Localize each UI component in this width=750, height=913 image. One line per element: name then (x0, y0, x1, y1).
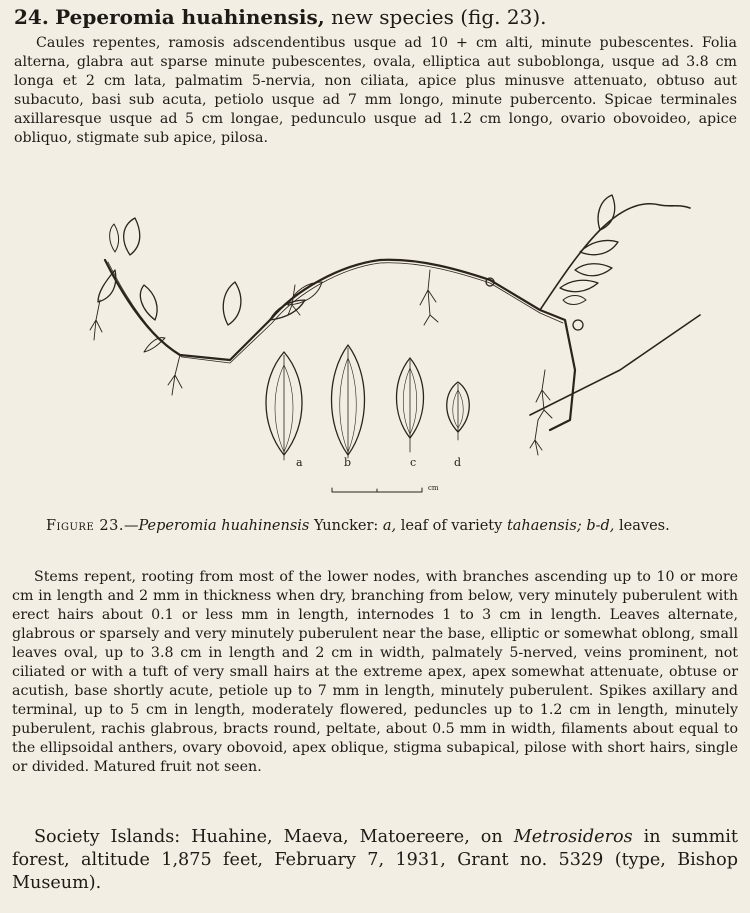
caption-bd-letter: b-d, (581, 518, 615, 534)
locality-lead: Society Islands: Huahine, Maeva, Matoereere, on (34, 827, 514, 847)
caption-dash: — (123, 518, 139, 534)
leaf-b-drawing (332, 345, 365, 458)
species-status: new species (331, 5, 454, 29)
flower-bud (573, 320, 583, 330)
leaf-left-5 (144, 338, 165, 352)
figure-reference: (fig. 23). (460, 5, 547, 29)
english-description: Stems repent, rooting from most of the lower nodes, with branches ascending up to 10 or more cm in length and 2 mm in thickness when dry, branching from below, very minutely puberulent with erect hairs about 0.1 or less mm in length, internodes 1 to 3 cm in length. Leaves alternate, glabrous or sparsely and very minutely puberulent near the base, elliptic or somewhat oblong, small leaves oval, up to 3.8 cm in length and 2 cm in width, palmately 5-nerved, veins prominent, not ciliated or with a tuft of very small hairs at the extreme apex, apex somewhat attenuate, obtuse or acutish, base shortly acute, petiole up to 7 mm in length, minutely puberulent. Spikes axillary and terminal, up to 5 cm in length, moderately flowered, peduncles up to 1.2 cm in length, minutely puberulent, rachis glabrous, bracts round, peltate, about 0.5 mm in width, filaments about equal to the ellipsoidal anthers, ovary obovoid, apex oblique, stigma subapical, pilose with short hairs, single or divided. Matured fruit not seen. (12, 569, 738, 775)
leaf-left-4 (140, 285, 157, 320)
stem-inner-line (108, 262, 563, 363)
roots (90, 270, 552, 455)
scale-unit: cm (428, 484, 439, 492)
leaf-right-2 (580, 240, 618, 254)
leaf-mid-1 (223, 282, 241, 325)
figure-caption (46, 516, 746, 536)
caption-a-text: leaf of variety (396, 518, 507, 534)
label-d: d (454, 456, 462, 469)
plant-illustration (60, 170, 740, 510)
leaf-right-5 (563, 296, 586, 305)
figure-label: Figure 23. (46, 518, 124, 534)
caption-species: Peperomia huahinensis (138, 518, 310, 534)
leaf-left-1 (124, 218, 140, 255)
leaf-a-drawing (266, 352, 302, 460)
locality-paragraph (12, 826, 738, 895)
plant-drawing (60, 170, 740, 510)
caption-a-letter: a, (382, 518, 397, 534)
leaf-right-4 (560, 280, 598, 291)
scale-bar (332, 488, 422, 492)
latin-description: Caules repentes, ramosis adscendentibus usque ad 10 + cm alti, minute pubescentes. Folia alterna, glabra aut sparse minute pubescentes, ovala, elliptica aut suboblonga, usque ad 3.8 cm longa et 2 cm lata, palmatim 5-nervia, non ciliata, apice plus minusve attenuato, obtuso aut subacuto, basi sub acuta, petiolo usque ad 7 mm longo, minute pubercento. Spicae terminales axillaresque usque ad 5 cm longae, pedunculo usque ad 1.2 cm longo, ovario obovoideo, apice obliquo, stigmate sub apice, pilosa. (14, 35, 737, 146)
host-genus: Metrosideros (513, 827, 633, 847)
leaf-d-drawing (447, 382, 470, 440)
leaf-left-2 (110, 224, 119, 252)
caption-variety: tahaensis; (506, 518, 582, 534)
upper-branch (540, 204, 690, 310)
species-heading (14, 4, 547, 30)
leaf-c-drawing (397, 358, 424, 452)
label-a: a (296, 456, 303, 469)
leaf-right-3 (575, 264, 612, 276)
species-name: Peperomia huahinensis, (55, 5, 325, 29)
locality-rest: in summit forest, altitude 1,875 feet, February 7, 1931, Grant no. 5329 (type, Bishop Museum). (12, 827, 738, 893)
label-b: b (344, 456, 352, 469)
caption-bd-text: leaves. (614, 518, 670, 534)
caption-author: Yuncker: (309, 518, 383, 534)
label-c: c (410, 456, 417, 469)
lower-branch (530, 315, 700, 415)
species-number: 24. (14, 5, 49, 29)
